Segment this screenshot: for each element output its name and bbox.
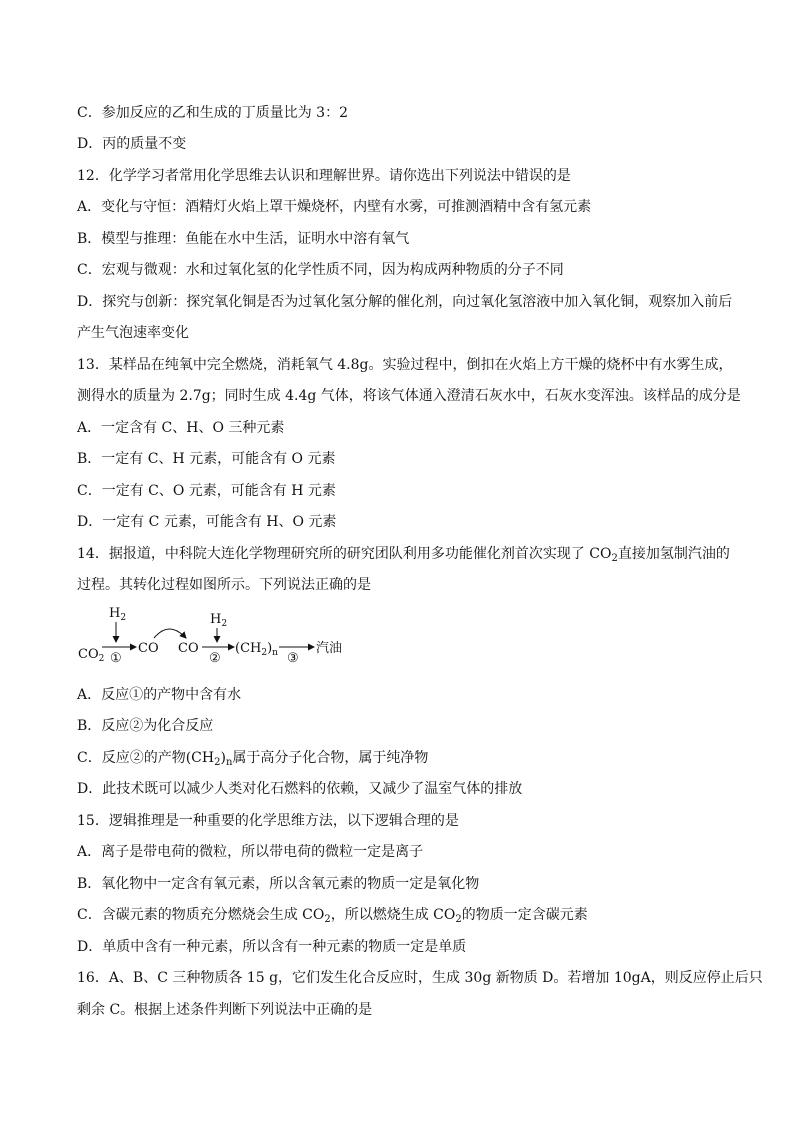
q12-option-c: C．宏观与微观：水和过氧化氢的化学性质不同，因为构成两种物质的分子不同 — [77, 262, 564, 278]
co-label-b: CO — [178, 641, 199, 656]
q15-option-b: B．氧化物中一定含有氧元素，所以含氧元素的物质一定是氧化物 — [77, 876, 480, 892]
q14-option-d: D．此技术既可以减少人类对化石燃料的依赖，又减少了温室气体的排放 — [77, 781, 523, 797]
q12-option-b: B．模型与推理：鱼能在水中生活，证明水中溶有氧气 — [77, 231, 410, 247]
q13-option-d: D．一定有 C 元素，可能含有 H、O 元素 — [77, 514, 337, 530]
q15c-text-b: ，所以燃烧生成 CO — [330, 907, 456, 923]
q15-option-c — [77, 905, 588, 925]
q16-stem-line1: 16．A、B、C 三种物质各 15 g，它们发生化合反应时，生成 30g 新物质 D。若增加 10gA，则反应停止后只 — [77, 970, 763, 986]
q15c-text-a: C．含碳元素的物质充分燃烧会生成 CO — [77, 907, 325, 923]
q14c-subscript-2: 2 — [214, 757, 221, 768]
q14c-subscript-n: n — [225, 757, 233, 768]
q14-subscript: 2 — [611, 553, 618, 564]
step-3-label: ③ — [287, 651, 299, 666]
q16-stem-line2: 剩余 C。根据上述条件判断下列说法中正确的是 — [77, 1002, 373, 1018]
co2-label: $CO_2$ — [78, 647, 105, 664]
q11-option-c: C．参加反应的乙和生成的丁质量比为 3：2 — [77, 105, 348, 121]
q14-option-b: B．反应②为化合反应 — [77, 718, 214, 734]
q14-stem-line1 — [77, 544, 730, 564]
q14c-text-b: 属于高分子化合物，属于纯净物 — [232, 750, 429, 766]
q12-stem: 12．化学学习者常用化学思维去认识和理解世界。请你选出下列说法中错误的是 — [77, 168, 571, 184]
q15-stem: 15．逻辑推理是一种重要的化学思维方法，以下逻辑合理的是 — [77, 813, 459, 829]
q12-option-d-line2: 产生气泡速率变化 — [77, 325, 189, 341]
q15-option-a: A．离子是带电荷的微粒，所以带电荷的微粒一定是离子 — [77, 844, 424, 860]
q15c-subscript-1: 2 — [324, 914, 331, 925]
q13-option-c: C．一定有 C、O 元素，可能含有 H 元素 — [77, 483, 336, 499]
h2-label-1: $H_2$ — [109, 606, 127, 623]
q14c-paren: ) — [220, 750, 226, 766]
q15c-subscript-2: 2 — [455, 914, 462, 925]
q12-option-d-line1: D．探究与创新：探究氧化铜是否为过氧化氢分解的催化剂，向过氧化氢溶液中加入氧化铜，观察加入前后 — [77, 294, 733, 310]
gasoline-label: 汽油 — [316, 641, 343, 656]
q11-option-d: D．丙的质量不变 — [77, 136, 187, 152]
q13-stem-line1: 13．某样品在纯氧中完全燃烧，消耗氧气 4.8g。实验过程中，倒扣在火焰上方干燥的烧杯中有水雾生成， — [77, 357, 733, 373]
q14-stem-text-b: 直接加氢制汽油的 — [617, 546, 730, 562]
q14c-text-a: C．反应②的产物(CH — [77, 750, 215, 766]
reaction-pathway-diagram — [74, 600, 374, 668]
q15-option-d: D．单质中含有一种元素，所以含有一种元素的物质一定是单质 — [77, 939, 467, 955]
step-2-label: ② — [209, 651, 221, 666]
q13-option-b: B．一定有 C、H 元素，可能含有 O 元素 — [77, 451, 336, 467]
transfer-arrow — [154, 629, 186, 638]
co-label-a: CO — [138, 641, 159, 656]
q14-stem-line2: 过程。其转化过程如图所示。下列说法正确的是 — [77, 577, 371, 593]
q12-option-a: A．变化与守恒：酒精灯火焰上罩干燥烧杯，内壁有水雾，可推测酒精中含有氢元素 — [77, 199, 592, 215]
q14-stem-text-a: 14．据报道，中科院大连化学物理研究所的研究团队利用多功能催化剂首次实现了 CO — [77, 546, 612, 562]
q13-option-a: A．一定含有 C、H、O 三种元素 — [77, 420, 285, 436]
step-1-label: ① — [110, 651, 122, 666]
ch2n-label: $(CH_2)_n$ — [235, 641, 278, 658]
q14-option-c — [77, 748, 428, 768]
q15c-text-c: 的物质一定含碳元素 — [461, 907, 588, 923]
h2-label-2: $H_2$ — [210, 612, 228, 629]
q13-stem-line2: 测得水的质量为 2.7g；同时生成 4.4g 气体，将该气体通入澄清石灰水中，石灰水变浑浊。该样品的成分是 — [77, 388, 741, 404]
q14-option-a: A．反应①的产物中含有水 — [77, 687, 242, 703]
